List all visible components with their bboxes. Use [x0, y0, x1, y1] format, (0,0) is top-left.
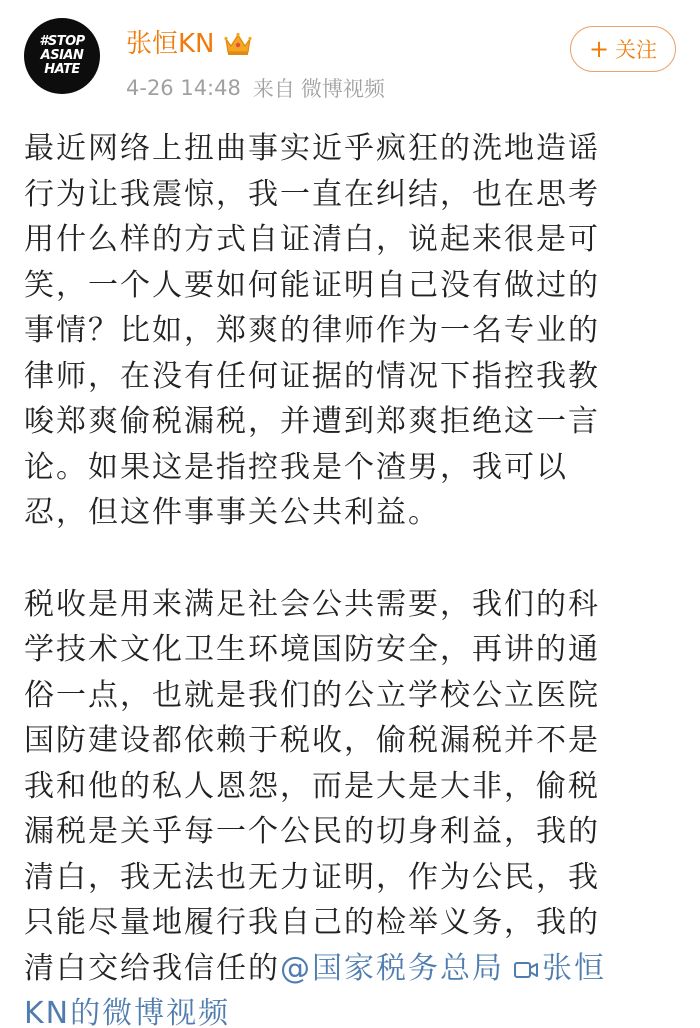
video-link-label-continued[interactable]: KN的微博视频: [24, 996, 231, 1028]
post-header: [0, 0, 700, 120]
body-line: 唆郑爽偷税漏税，并遭到郑爽拒绝这一言: [24, 404, 600, 439]
body-line: 漏税是关乎每一个公民的切身利益，我的: [24, 814, 600, 849]
avatar-text-line: HATE: [44, 62, 80, 77]
body-line: 最近网络上扭曲事实近乎疯狂的洗地造谣: [24, 131, 600, 166]
last-line-prefix: 清白交给我信任的: [24, 950, 280, 986]
paragraph-gap: [24, 536, 684, 582]
avatar[interactable]: [24, 18, 100, 94]
body-line: 只能尽量地履行我自己的检举义务，我的: [24, 905, 600, 940]
follow-label: 关注: [615, 38, 658, 62]
paragraph-2: [24, 582, 684, 946]
body-line: 税收是用来满足社会公共需要，我们的科: [24, 586, 600, 622]
mention-link[interactable]: @国家税务总局: [280, 950, 504, 986]
post-source[interactable]: 微博视频: [300, 77, 385, 101]
post-body: [24, 126, 684, 1028]
follow-button[interactable]: [570, 26, 676, 72]
body-line: 用什么样的方式自证清白，说起来很是可: [24, 222, 600, 257]
body-line: 俗一点，也就是我们的公立学校公立医院: [24, 677, 600, 713]
source-prefix: 来自: [252, 77, 295, 101]
post-time: 4-26 14:48: [126, 76, 241, 100]
body-line-video: [24, 991, 684, 1028]
body-line: 学技术文化卫生环境国防安全，再讲的通: [24, 632, 600, 667]
body-line: 我和他的私人恩怨，而是大是大非，偷税: [24, 768, 600, 804]
author-row: [126, 24, 253, 64]
body-line: 国防建设都依赖于税收，偷税漏税并不是: [24, 723, 600, 758]
avatar-text-line: ASIAN: [40, 48, 84, 63]
paragraph-1: [24, 126, 684, 536]
video-icon: [514, 960, 538, 980]
plus-icon: +: [588, 35, 610, 63]
body-line: 行为让我震惊，我一直在纠结，也在思考: [24, 176, 600, 212]
avatar-text-line: #STOP: [39, 34, 85, 49]
crown-icon: [223, 31, 253, 57]
video-link-label: 张恒: [542, 950, 606, 986]
body-line: 清白，我无法也无力证明，作为公民，我: [24, 859, 600, 895]
body-line: 忍，但这件事事关公共利益。: [24, 495, 440, 530]
body-line: 笑，一个人要如何能证明自己没有做过的: [24, 267, 600, 303]
body-line: 论。如果这是指控我是个渣男，我可以: [24, 449, 568, 485]
body-line-last: [24, 946, 684, 992]
body-line: 事情？比如，郑爽的律师作为一名专业的: [24, 313, 600, 348]
author-name[interactable]: 张恒KN: [126, 29, 215, 59]
post-meta: [126, 70, 385, 106]
body-line: 律师，在没有任何证据的情况下指控我教: [24, 358, 600, 394]
video-link[interactable]: [514, 951, 606, 986]
